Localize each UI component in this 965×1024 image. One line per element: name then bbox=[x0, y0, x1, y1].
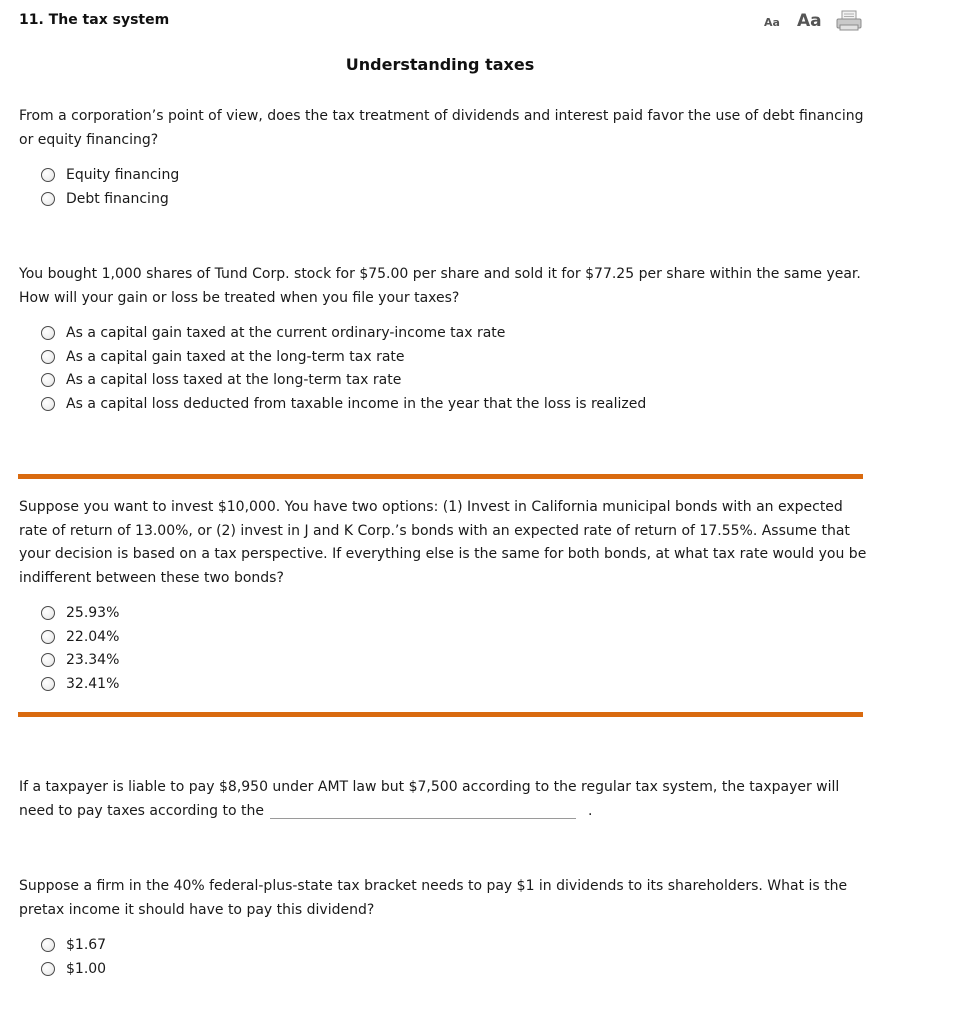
radio-button[interactable] bbox=[41, 373, 55, 387]
question-1-options bbox=[41, 163, 179, 210]
radio-button[interactable] bbox=[41, 326, 55, 340]
option-label: $1.67 bbox=[66, 936, 107, 953]
option-equity-financing[interactable] bbox=[41, 163, 179, 187]
font-size-small-button[interactable]: Aa bbox=[764, 16, 780, 29]
option-label: 25.93% bbox=[66, 604, 120, 621]
assignment-title: 11. The tax system bbox=[19, 12, 170, 28]
question-2-options bbox=[41, 321, 646, 416]
option-loss-long-term-rate[interactable] bbox=[41, 368, 646, 392]
option-gain-ordinary-rate[interactable] bbox=[41, 321, 646, 345]
option-loss-deducted[interactable] bbox=[41, 392, 646, 416]
question-4-prompt: If a taxpayer is liable to pay $8,950 under AMT law but $7,500 according to the regular tax system, the taxpayer will need to pay taxes according to the bbox=[19, 779, 840, 819]
question-1-text: From a corporation’s point of view, does the tax treatment of dividends and interest paid favor the use of debt financing or equity financing? bbox=[19, 108, 864, 148]
option-label: As a capital gain taxed at the current ordinary-income tax rate bbox=[66, 324, 506, 341]
section-divider-top bbox=[18, 474, 863, 479]
radio-button[interactable] bbox=[41, 397, 55, 411]
question-3-text: Suppose you want to invest $10,000. You have two options: (1) Invest in California municipal bonds with an expected rate of return of 13.00%, or (2) invest in J and K Corp.’s bonds with an expected rate of return of 17.55%. Assume that your decision is based on a tax perspective. If everything else is the same for both bonds, at what tax rate would you be indifferent between these two bonds? bbox=[19, 499, 867, 586]
option-32-41[interactable] bbox=[41, 672, 119, 696]
question-3-options bbox=[41, 601, 119, 696]
option-label: 23.34% bbox=[66, 652, 120, 669]
radio-button[interactable] bbox=[41, 168, 55, 182]
option-1-00[interactable] bbox=[41, 957, 106, 981]
option-label: As a capital gain taxed at the long-term tax rate bbox=[66, 348, 405, 365]
radio-button[interactable] bbox=[41, 630, 55, 644]
question-4-text bbox=[19, 776, 869, 823]
question-5-options bbox=[41, 933, 106, 980]
option-label: Debt financing bbox=[66, 190, 169, 207]
radio-button[interactable] bbox=[41, 962, 55, 976]
option-label: As a capital loss taxed at the long-term tax rate bbox=[66, 372, 402, 389]
option-1-67[interactable] bbox=[41, 933, 106, 957]
printer-icon[interactable] bbox=[836, 10, 862, 32]
radio-button[interactable] bbox=[41, 192, 55, 206]
option-25-93[interactable] bbox=[41, 601, 119, 625]
option-label: $1.00 bbox=[66, 960, 107, 977]
question-5-text: Suppose a firm in the 40% federal-plus-state tax bracket needs to pay $1 in dividends to its shareholders. What is the pretax income it should have to pay this dividend? bbox=[19, 878, 848, 918]
question-2-text: You bought 1,000 shares of Tund Corp. stock for $75.00 per share and sold it for $77.25 per share within the same year. How will your gain or loss be treated when you file your taxes? bbox=[19, 266, 861, 306]
option-label: Equity financing bbox=[66, 166, 180, 183]
option-debt-financing[interactable] bbox=[41, 187, 179, 211]
radio-button[interactable] bbox=[41, 653, 55, 667]
radio-button[interactable] bbox=[41, 350, 55, 364]
option-label: As a capital loss deducted from taxable income in the year that the loss is realized bbox=[66, 395, 647, 412]
question-4-period: . bbox=[587, 802, 593, 819]
radio-button[interactable] bbox=[41, 606, 55, 620]
radio-button[interactable] bbox=[41, 938, 55, 952]
option-22-04[interactable] bbox=[41, 625, 119, 649]
option-23-34[interactable] bbox=[41, 648, 119, 672]
radio-button[interactable] bbox=[41, 677, 55, 691]
option-label: 32.41% bbox=[66, 675, 120, 692]
option-label: 22.04% bbox=[66, 628, 120, 645]
font-size-large-button[interactable]: Aa bbox=[797, 11, 822, 31]
answer-blank-field[interactable] bbox=[270, 804, 576, 819]
option-gain-long-term-rate[interactable] bbox=[41, 345, 646, 369]
page-title: Understanding taxes bbox=[345, 55, 535, 74]
section-divider-bottom bbox=[18, 712, 863, 717]
